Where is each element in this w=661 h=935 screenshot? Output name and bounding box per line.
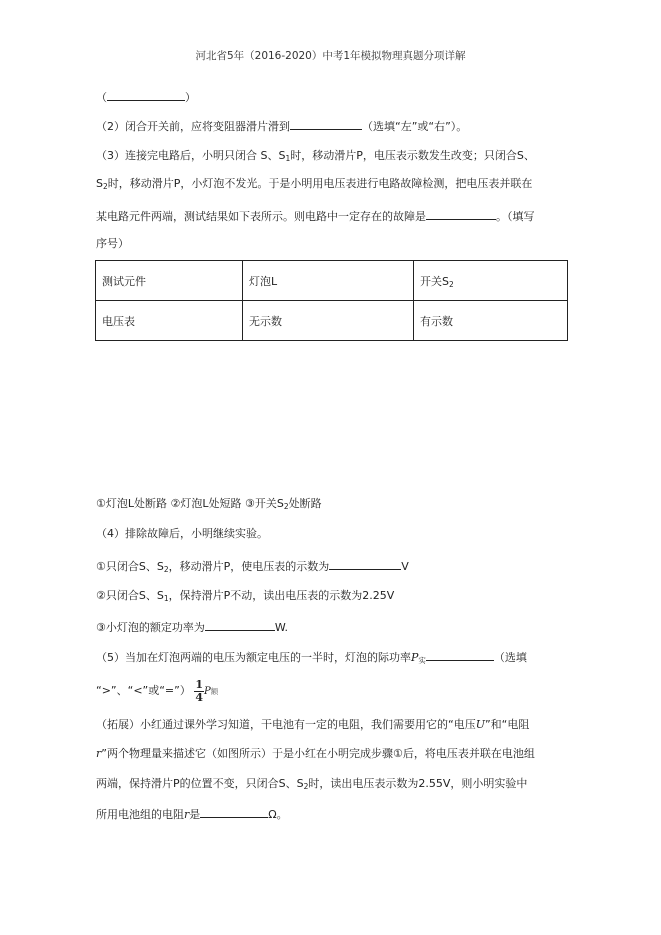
table-row — [96, 261, 568, 301]
question-4: （4）排除故障后，小明继续实验。 — [96, 527, 268, 540]
step-1: ①只闭合S、$S_2$，移动滑片P，使电压表的示数为 V — [96, 560, 409, 574]
question-5-options: “>”、“<”或“=”） $\frac{1}{4}$ P额 — [96, 677, 219, 704]
question-2: （2）闭合开关前，应将变阻器滑片滑到 （选填“左”或“右”）。 — [96, 120, 468, 133]
page-header: 河北省5年（2016-2020）中考1年模拟物理真题分项详解 — [195, 50, 466, 62]
answer-blank-1[interactable] — [107, 89, 185, 101]
answer-blank-step3[interactable] — [205, 619, 275, 631]
table-row — [96, 301, 568, 341]
extension-line-3: 两端，保持滑片P的位置不变，只闭合S、$S_2$时，读出电压表示数为2.55V，则小明实验中 — [96, 777, 528, 791]
extension-line-4: 所用电池组的电阻r是 Ω。 — [96, 808, 288, 821]
table-cell: 灯泡L — [243, 261, 414, 301]
table-cell: 无示数 — [243, 301, 414, 341]
question-3-line-4: 序号） — [96, 237, 129, 250]
step-3: ③小灯泡的额定功率为 W. — [96, 621, 288, 634]
table-cell: 测试元件 — [96, 261, 243, 301]
question-3-line-3: 某电路元件两端，测试结果如下表所示。则电路中一定存在的故障是 。（填写 — [96, 210, 535, 223]
answer-blank-q5[interactable] — [426, 649, 494, 661]
fraction-one-quarter: $\frac{1}{4}$ — [195, 677, 203, 704]
fault-options: ①灯泡L处断路 ②灯泡L处短路 ③开关$S_2$处断路 — [96, 497, 322, 511]
answer-line-1 — [96, 89, 196, 105]
table-cell: 有示数 — [414, 301, 568, 341]
test-result-table — [95, 260, 568, 341]
answer-blank-step1[interactable] — [329, 558, 401, 570]
question-5: （5）当加在灯泡两端的电压为额定电压的一半时，灯泡的际功率$P_实$ （选填 — [96, 651, 527, 665]
table-cell: 电压表 — [96, 301, 243, 341]
table-cell: 开关$S_2$ — [414, 261, 568, 301]
extension-line-2: r”两个物理量来描述它（如图所示）于是小红在小明完成步骤①后，将电压表并联在电池组 — [96, 747, 535, 760]
close-paren: ） — [185, 91, 196, 104]
answer-blank-q3[interactable] — [426, 208, 496, 220]
question-3-line-1: （3）连接完电路后，小明只闭合 S、$S_1$时，移动滑片P，电压表示数发生改变；只闭合S、 — [96, 149, 535, 163]
answer-blank-extension[interactable] — [200, 806, 268, 818]
extension-line-1: （拓展）小红通过课外学习知道，干电池有一定的电阻，我们需要用它的“电压U”和“电阻 — [96, 718, 530, 731]
question-3-line-2: $S_2$时，移动滑片P，小灯泡不发光。于是小明用电压表进行电路故障检测，把电压表并联在 — [96, 177, 533, 191]
open-paren: （ — [96, 91, 107, 104]
answer-blank-q2[interactable] — [290, 118, 362, 130]
step-2: ②只闭合S、$S_1$，保持滑片P不动，读出电压表的示数为2.25V — [96, 589, 395, 603]
